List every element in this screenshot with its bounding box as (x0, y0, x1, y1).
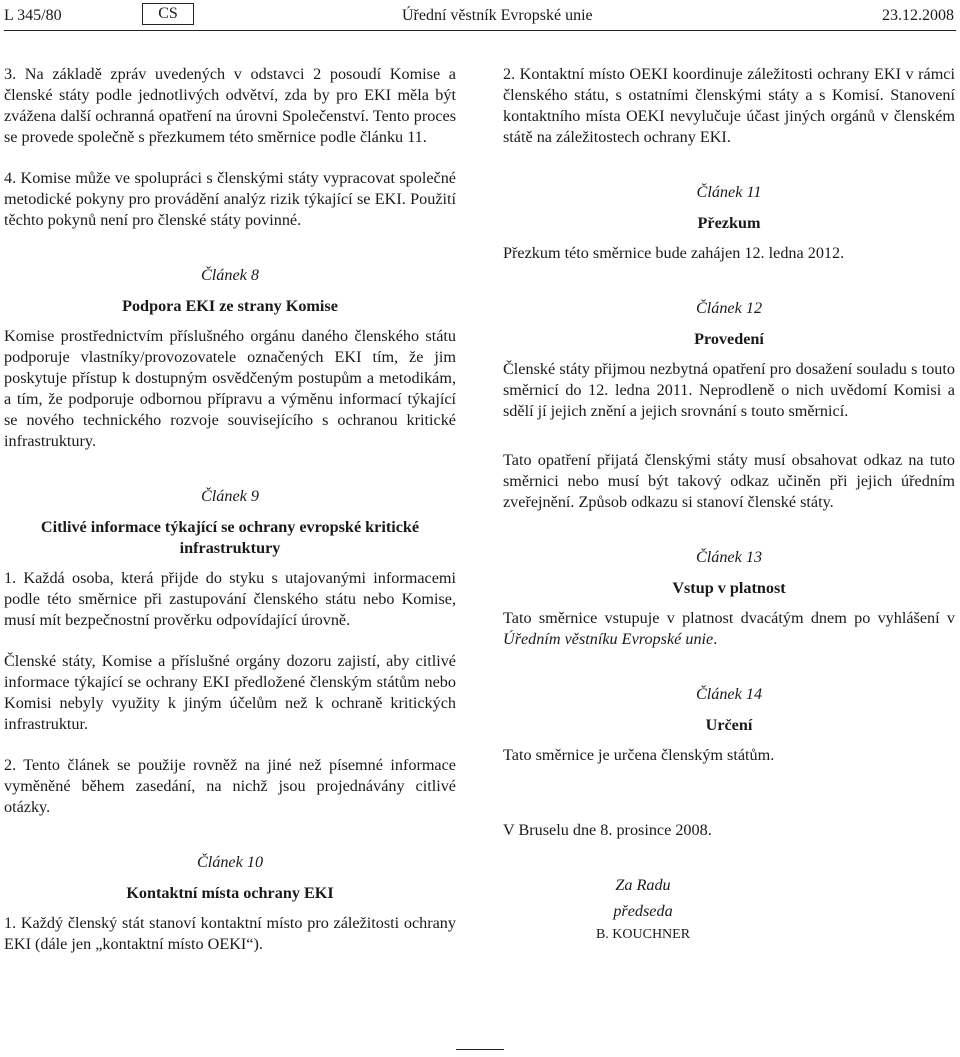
signature-role: předseda (613, 902, 673, 920)
article14-title: Určení (705, 716, 753, 734)
article12-number: Článek 12 (695, 299, 763, 317)
article11-paragraph: Přezkum této směrnice bude zahájen 12. ledna 2012. (503, 244, 845, 262)
signature-for: Za Radu (615, 876, 671, 894)
article13-number: Článek 13 (695, 548, 763, 566)
article10-title: Kontaktní místa ochrany EKI (126, 884, 334, 902)
article11-title: Přezkum (697, 214, 761, 232)
article9-title: Citlivé informace týkající se ochrany evropské kritické infrastruktury (40, 518, 420, 557)
journal-title: Úřední věstník Evropské unie (402, 7, 593, 24)
article8-title: Podpora EKI ze strany Komise (122, 297, 338, 315)
article10-paragraph2: 2. Kontaktní místo OEKI koordinuje záležitosti ochrany EKI v rámci členského státu, s ostatními členskými státy a s Komisí. Stanovení kontaktního místa OEKI nevylučuje účast jiných orgánů v členském státě na záležitostech ochrany EKI. (503, 65, 955, 146)
article8-paragraph: Komise prostřednictvím příslušného orgánu daného členského státu podporuje vlastníky/provozovatele označených EKI tím, že jim poskytuje přístup k dostupným osvědčeným postupům a metodikám, a tím, že podporuje odbornou přípravu a výměnu informací týkající se nového technického rozvoje souvisejícího s ochranou kritické infrastruktury. (4, 327, 456, 450)
article12-paragraph2: Tato opatření přijatá členskými státy musí obsahovat odkaz na tuto směrnici nebo musí být takový odkaz učiněn při jejich úředním zveřejnění. Způsob odkazu si stanoví členské státy. (503, 451, 955, 511)
article14-number: Článek 14 (695, 685, 763, 703)
left-column (4, 64, 456, 955)
article9-paragraph1: 1. Každá osoba, která přijde do styku s utajovanými informacemi podle této směrnice při zastupování členského státu nebo Komise, musí mít bezpečnostní prověrku odpovídající úrovně. (4, 569, 456, 629)
right-column (503, 64, 955, 945)
article10-paragraph1: 1. Každý členský stát stanoví kontaktní místo pro záležitosti ochrany EKI (dále jen „kontaktní místo OEKI“). (4, 914, 456, 953)
article13-text-a: Tato směrnice vstupuje v platnost dvacátým dnem po vyhlášení v (503, 609, 955, 627)
article7-paragraph4: 4. Komise může ve spolupráci s členskými státy vypracovat společné metodické pokyny pro provádění analýz rizik týkající se EKI. Použití těchto pokynů není pro členské státy povinné. (4, 169, 456, 229)
article12-title: Provedení (694, 330, 764, 348)
article14-paragraph: Tato směrnice je určena členským státům. (503, 746, 775, 764)
article13-title: Vstup v platnost (672, 579, 786, 597)
article13-paragraph (503, 608, 955, 650)
signature-block (503, 875, 783, 945)
publication-date: 23.12.2008 (882, 7, 954, 24)
signatory-name: B. KOUCHNER (595, 927, 691, 942)
article11-number: Článek 11 (696, 183, 762, 201)
article10-number: Článek 10 (196, 853, 264, 871)
article9-number: Článek 9 (201, 487, 259, 505)
article9-paragraph2: 2. Tento článek se použije rovněž na jiné než písemné informace vyměněné během zasedání, na nichž jsou projednávány citlivé otázky. (4, 756, 456, 816)
footer-divider (456, 1049, 504, 1050)
place-and-date: V Bruselu dne 8. prosince 2008. (503, 821, 712, 839)
article7-paragraph3: 3. Na základě zpráv uvedených v odstavci 2 posoudí Komise a členské státy podle jednotlivých odvětví, zda by pro EKI měla být zvážena další ochranná opatření na úrovni Společenství. Tento proces se provede společně s přezkumem této směrnice podle článku 11. (4, 65, 456, 146)
article8-number: Článek 8 (201, 266, 259, 284)
page-reference: L 345/80 (4, 7, 62, 24)
article9-paragraph1b: Členské státy, Komise a příslušné orgány dozoru zajistí, aby citlivé informace týkající se ochrany EKI předložené členským státům nebo Komisi nebyly využity k jiným účelům než k ochraně kritických infrastruktur. (4, 652, 456, 733)
header-divider (4, 30, 956, 31)
article13-journal-italic: Úředním věstníku Evropské unie (503, 630, 714, 648)
language-badge: CS (142, 3, 194, 25)
page-header (4, 3, 956, 27)
article13-text-b: . (713, 630, 718, 648)
article12-paragraph1: Členské státy přijmou nezbytná opatření pro dosažení souladu s touto směrnicí do 12. ledna 2011. Neprodleně o nich uvědomí Komisi a sdělí jí jejich znění a jejich srovnání s touto směrnicí. (503, 360, 955, 420)
